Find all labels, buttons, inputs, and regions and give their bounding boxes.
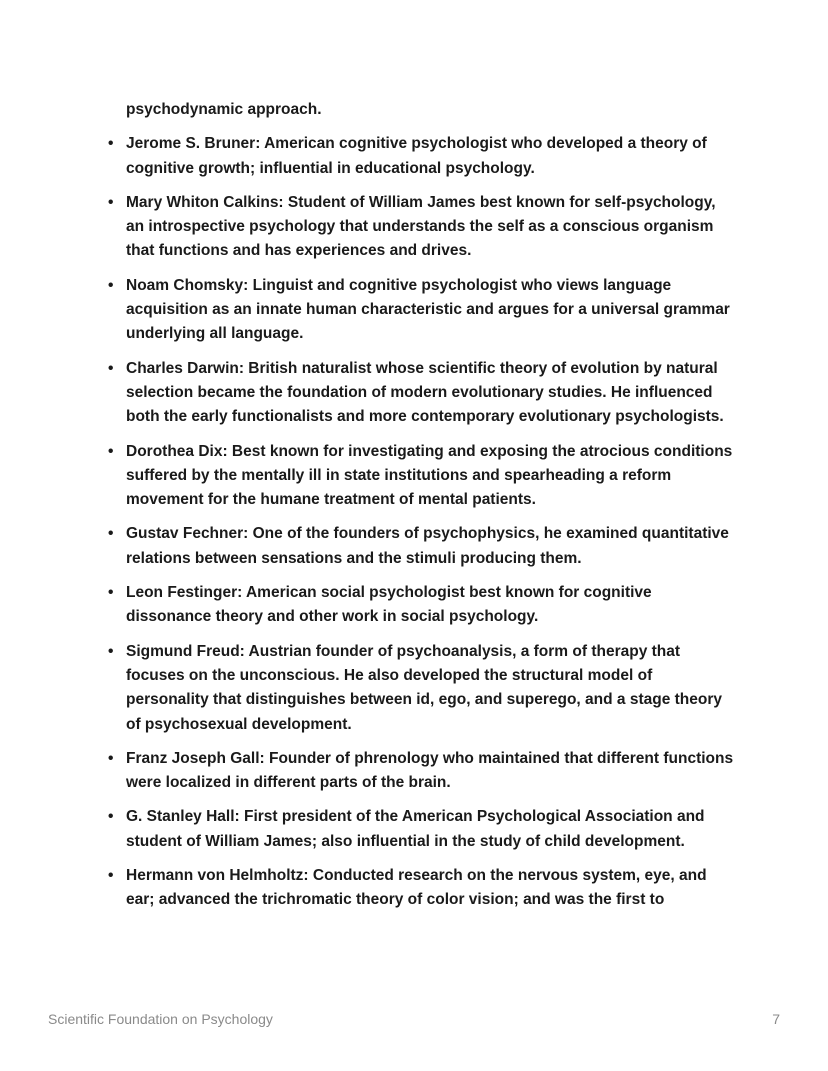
- list-item-text: Noam Chomsky: Linguist and cognitive psychologist who views language acquisition as an innate human characteristic and argues for a universal grammar underlying all language.: [126, 276, 730, 343]
- list-item-text: Charles Darwin: British naturalist whose scientific theory of evolution by natural selection became the foundation of modern evolutionary studies. He influenced both the early functionalists and more contemporary evolutionary psychologists.: [126, 359, 724, 426]
- list-item-text: Mary Whiton Calkins: Student of William James best known for self-psychology, an introspective psychology that understands the self as a conscious organism that functions and has experiences and drives.: [126, 193, 716, 260]
- bullet-icon: •: [108, 135, 114, 153]
- list-item-text: Hermann von Helmholtz: Conducted research on the nervous system, eye, and ear; advanced the trichromatic theory of color vision; and was the first to: [126, 867, 707, 909]
- bullet-icon: •: [108, 359, 114, 377]
- list-item-freud: [108, 640, 736, 737]
- bullet-icon: •: [108, 642, 114, 660]
- list-item-text: Gustav Fechner: One of the founders of psychophysics, he examined quantitative relations between sensations and the stimuli producing them.: [126, 525, 729, 567]
- list-item-text: Jerome S. Bruner: American cognitive psychologist who developed a theory of cognitive growth; influential in educational psychology.: [126, 135, 707, 177]
- list-item-text: Franz Joseph Gall: Founder of phrenology who maintained that different functions were localized in different parts of the brain.: [126, 749, 734, 792]
- bullet-icon: •: [108, 276, 114, 294]
- footer-page-number: 7: [772, 1011, 780, 1027]
- list-item-text: Leon Festinger: American social psychologist best known for cognitive dissonance theory and other work in social psychology.: [126, 584, 652, 626]
- list-item-festinger: [108, 581, 736, 630]
- list-item-text: G. Stanley Hall: First president of the American Psychological Association and student of William James; also influential in the study of child development.: [126, 808, 705, 850]
- list-item-helmholtz: [108, 864, 736, 913]
- bullet-icon: •: [108, 193, 114, 211]
- footer-title: Scientific Foundation on Psychology: [48, 1011, 273, 1027]
- bullet-icon: •: [108, 867, 114, 885]
- bullet-icon: •: [108, 749, 114, 767]
- list-item-dix: [108, 440, 736, 513]
- bullet-icon: •: [108, 808, 114, 826]
- psychologist-list: [108, 132, 736, 912]
- list-item-fechner: [108, 522, 736, 571]
- bullet-icon: •: [108, 525, 114, 543]
- bullet-icon: •: [108, 584, 114, 602]
- list-item-gall: [108, 747, 736, 796]
- bullet-icon: •: [108, 442, 114, 460]
- list-item-text: Sigmund Freud: Austrian founder of psychoanalysis, a form of therapy that focuses on the unconscious. He also developed the structural model of personality that distinguishes between id, ego, and superego, and a stage theory of psychosexual development.: [126, 642, 723, 733]
- list-item-hall: [108, 805, 736, 854]
- list-item-darwin: [108, 357, 736, 430]
- list-item-bruner: [108, 132, 736, 181]
- page-content: [108, 98, 736, 923]
- list-item-text: Dorothea Dix: Best known for investigating and exposing the atrocious conditions suffered by the mentally ill in state institutions and spearheading a reform movement for the humane treatment of mental patients.: [126, 442, 733, 509]
- list-item-chomsky: [108, 274, 736, 347]
- continuation-text: psychodynamic approach.: [126, 101, 322, 118]
- list-item-calkins: [108, 191, 736, 264]
